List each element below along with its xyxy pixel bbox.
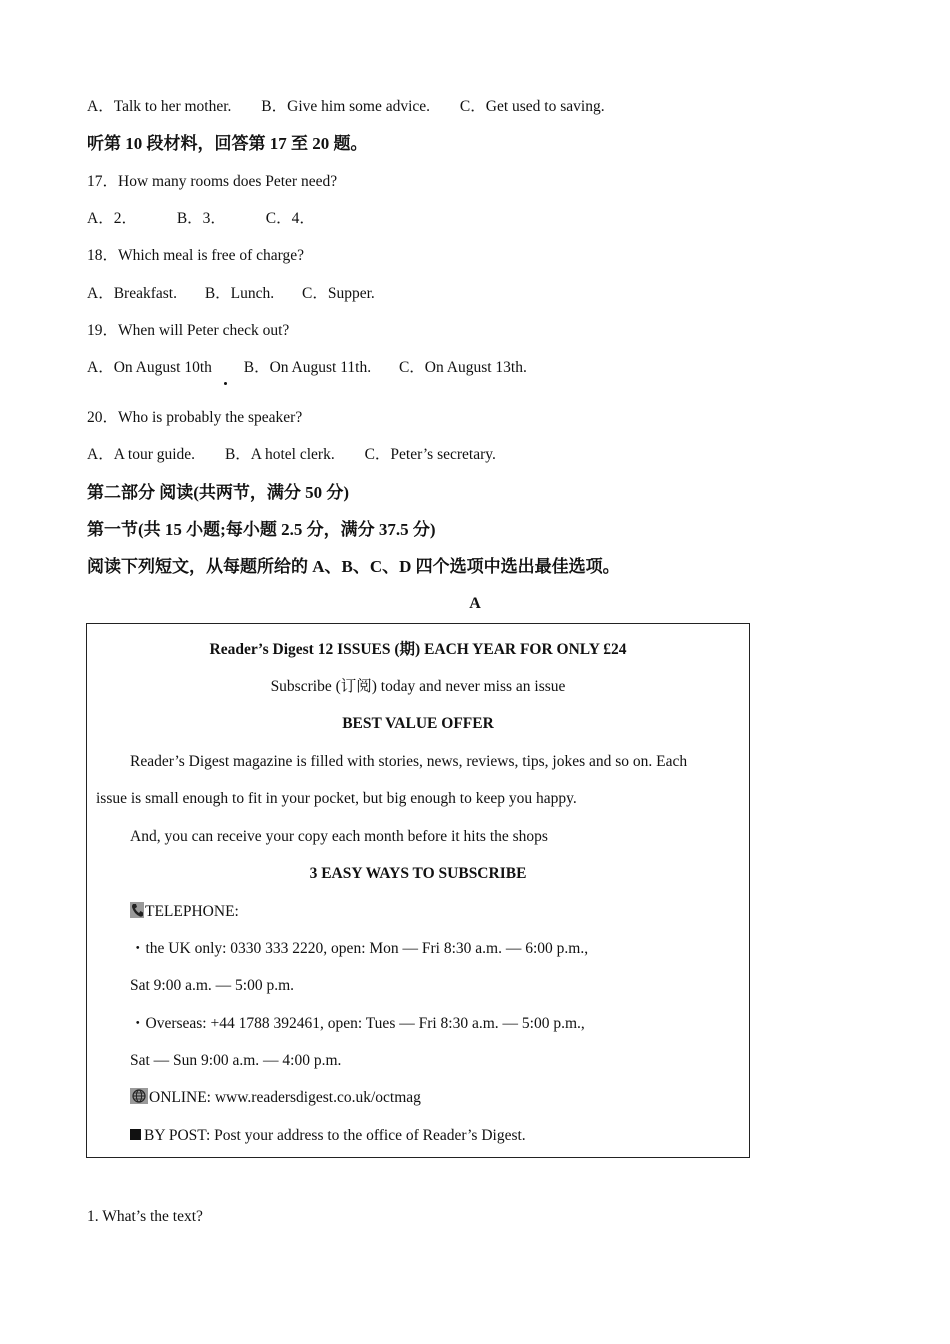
q17-option-b: B．3． xyxy=(176,210,226,227)
q18-option-a: A．Breakfast. xyxy=(87,285,177,302)
q20-option-b: B．A hotel clerk. xyxy=(224,446,335,463)
q19-option-b: B．On August 11th. xyxy=(243,359,372,376)
q19-stem: 19．When will Peter check out? xyxy=(87,322,290,339)
ad-subtitle: Subscribe (订阅) today and never miss an issue xyxy=(270,678,566,695)
q18-stem: 18．Which meal is free of charge? xyxy=(87,247,305,264)
q20-option-a: A．A tour guide. xyxy=(87,446,196,463)
ad-para1-line2: issue is small enough to fit in your pocket, but big enough to keep you happy. xyxy=(96,790,577,807)
ad-online xyxy=(130,1088,421,1108)
ad-post xyxy=(130,1126,526,1146)
ad-telephone xyxy=(130,902,239,922)
section1-heading: 第一节(共 15 小题;每小题 2.5 分，满分 37.5 分) xyxy=(87,520,436,539)
q17-option-c: C．4． xyxy=(265,210,315,227)
q18-option-c: C．Supper. xyxy=(302,285,375,302)
ad-overseas-line2: Sat — Sun 9:00 a.m. — 4:00 p.m. xyxy=(130,1052,342,1069)
ad-para2: And, you can receive your copy each month before it hits the shops xyxy=(130,828,548,845)
q20-stem: 20．Who is probably the speaker? xyxy=(87,409,303,426)
ad-box xyxy=(86,623,750,1158)
ad-ways-heading: 3 EASY WAYS TO SUBSCRIBE xyxy=(309,865,527,882)
ad-overseas-line1: ・Overseas: +44 1788 392461, open: Tues — Fri 8:30 a.m. — 5:00 p.m., xyxy=(130,1015,585,1032)
globe-icon xyxy=(130,1088,148,1104)
passage-letter: A xyxy=(469,595,481,612)
question1: 1. What’s the text? xyxy=(87,1208,203,1225)
telephone-icon xyxy=(130,902,144,918)
q16-option-c: C．Get used to saving. xyxy=(459,98,605,115)
q16-option-b: B．Give him some advice. xyxy=(261,98,431,115)
q19-options xyxy=(87,358,527,378)
q20-option-c: C．Peter’s secretary. xyxy=(364,446,496,463)
ad-offer: BEST VALUE OFFER xyxy=(342,715,494,732)
post-text: BY POST: Post your address to the office of Reader’s Digest. xyxy=(144,1127,526,1144)
q17-options xyxy=(87,209,315,229)
q17-stem: 17．How many rooms does Peter need? xyxy=(87,173,338,190)
reading-instructions: 阅读下列短文，从每题所给的 A、B、C、D 四个选项中选出最佳选项。 xyxy=(87,557,620,576)
square-bullet-icon xyxy=(130,1129,141,1140)
q18-options xyxy=(87,284,375,304)
ad-uk-line1: ・the UK only: 0330 333 2220, open: Mon — Fri 8:30 a.m. — 6:00 p.m., xyxy=(130,940,589,957)
telephone-label: TELEPHONE: xyxy=(145,903,239,920)
ad-uk-line2: Sat 9:00 a.m. — 5:00 p.m. xyxy=(130,977,295,994)
section10-heading: 听第 10 段材料，回答第 17 至 20 题。 xyxy=(87,134,368,153)
ad-title: Reader’s Digest 12 ISSUES (期) EACH YEAR FOR ONLY £24 xyxy=(209,641,627,658)
part2-heading: 第二部分 阅读(共两节，满分 50 分) xyxy=(87,483,350,502)
q19-option-c: C．On August 13th. xyxy=(398,359,527,376)
online-text: ONLINE: www.readersdigest.co.uk/octmag xyxy=(149,1089,421,1106)
q20-options xyxy=(87,445,496,465)
ad-para1-line1: Reader’s Digest magazine is filled with stories, news, reviews, tips, jokes and so on. Each xyxy=(130,753,688,770)
q17-option-a: A．2． xyxy=(87,210,137,227)
q18-option-b: B．Lunch. xyxy=(204,285,275,302)
q16-options xyxy=(87,97,605,117)
stray-dot xyxy=(224,382,227,385)
q19-option-a: A．On August 10th xyxy=(87,359,212,376)
q16-option-a: A．Talk to her mother. xyxy=(87,98,232,115)
